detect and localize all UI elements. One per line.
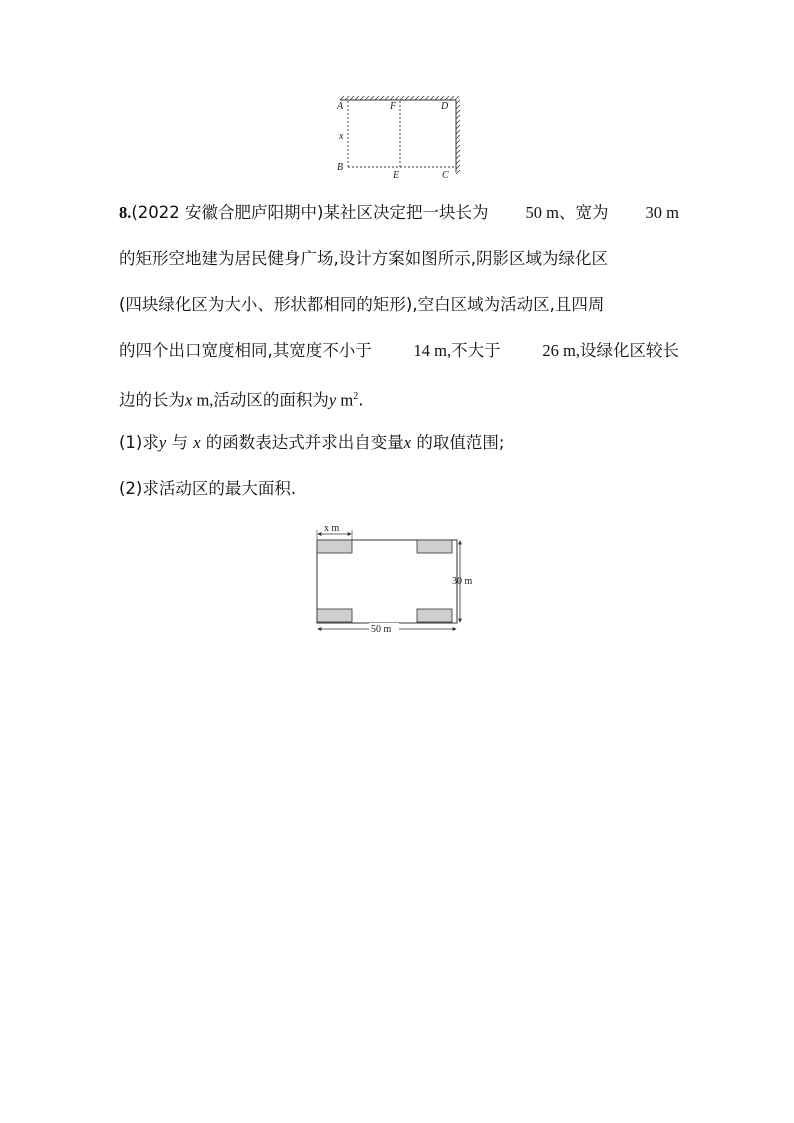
- line4-part-1: 的四个出口宽度相同,其宽度不小于: [119, 341, 372, 360]
- line5-part-1: 边的长为: [119, 390, 185, 410]
- label-E: E: [393, 170, 400, 181]
- label-D: D: [441, 101, 449, 112]
- problem-line-3: (四块绿化区为大小、形状都相同的矩形),空白区域为活动区,且四周: [119, 295, 605, 314]
- bottom-dimension-label: 50 m: [371, 624, 392, 635]
- green-area-top-right: [417, 540, 452, 553]
- length-value: 50 m、宽为: [525, 203, 609, 222]
- label-C: C: [442, 170, 449, 181]
- top-wall: [340, 96, 459, 100]
- q1-var-x: x: [193, 433, 201, 452]
- wall-rectangle-figure: [330, 92, 465, 182]
- green-area-bottom-right: [417, 609, 452, 622]
- unit-exponent: 2: [353, 391, 359, 402]
- unit-m: m: [336, 390, 354, 410]
- question-2: (2)求活动区的最大面积.: [119, 479, 297, 498]
- problem-line-2: 的矩形空地建为居民健身广场,设计方案如图所示,阴影区域为绿化区: [119, 249, 608, 268]
- label-A: A: [337, 101, 344, 112]
- label-B: B: [337, 162, 344, 173]
- green-area-bottom-left: [317, 609, 352, 622]
- q1-part-1: (1)求: [119, 433, 159, 452]
- line4-part-3: 26 m,设绿化区较长: [542, 341, 679, 360]
- q1-var-x-2: x: [403, 433, 412, 452]
- top-dimension-label: x m: [324, 523, 340, 534]
- problem-line-1: [119, 190, 679, 236]
- right-dimension-label: 30 m: [452, 576, 473, 587]
- width-value: 30 m: [645, 203, 679, 222]
- q1-var-y: y: [158, 433, 167, 452]
- line4-part-2: 14 m,不大于: [413, 341, 501, 360]
- problem-number: 8.: [119, 203, 132, 222]
- q1-part-7: 的取值范围;: [411, 433, 505, 452]
- line5-period: .: [358, 390, 364, 410]
- green-area-top-left: [317, 540, 352, 553]
- line5-part-3: m,活动区的面积为: [192, 390, 329, 410]
- problem-8: [119, 190, 679, 512]
- problem-source: (2022 安徽合肥庐阳期中)某社区决定把一块长为: [131, 203, 489, 222]
- question-1: [119, 420, 679, 466]
- problem-line-5: [119, 374, 679, 420]
- var-x: x: [185, 390, 193, 410]
- q1-part-5: 的函数表达式并求出自变量: [200, 433, 404, 452]
- q1-part-3: 与: [166, 433, 194, 452]
- fence-lines: [348, 101, 456, 167]
- label-x: x: [339, 131, 344, 142]
- problem-line-4: [119, 328, 679, 374]
- right-wall: [456, 100, 460, 174]
- var-y: y: [328, 390, 337, 410]
- label-F: F: [390, 101, 397, 112]
- plaza-layout-figure: [305, 520, 485, 638]
